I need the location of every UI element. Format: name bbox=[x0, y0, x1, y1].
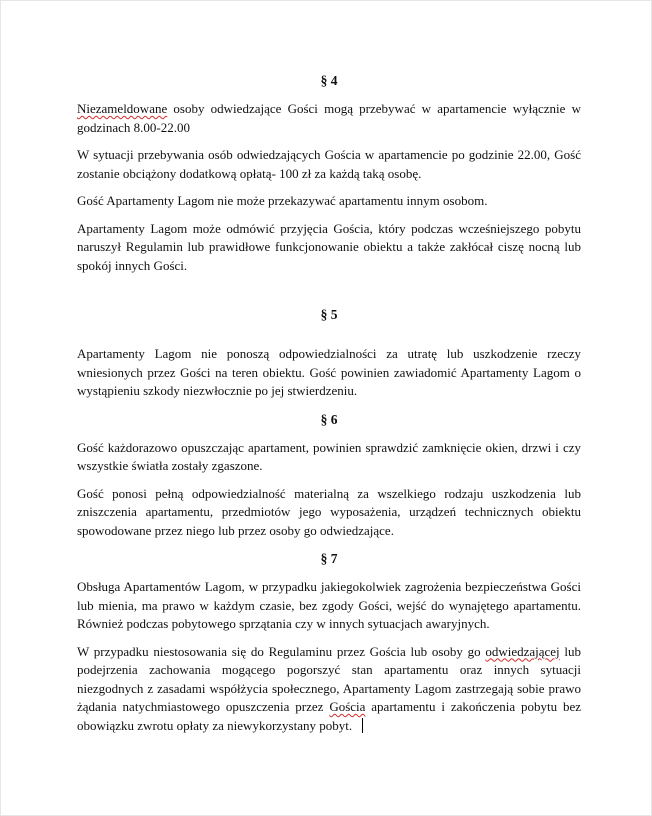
spelling-error-word: odwiedzającej bbox=[485, 643, 560, 659]
spelling-error-word: Niezameldowane bbox=[77, 101, 168, 116]
paragraph-text: lub podejrzenia zachowania mogącego pogorszyć stan apartamentu oraz innych sytuacji niezgodnych z zasadami współżycia społecznego, Apartamenty Lagom zastrzegają sobie prawo żądania natychmiastowego opuszczenia przez bbox=[77, 643, 581, 714]
section-7-paragraph-1: Obsługa Apartamentów Lagom, w przypadku jakiegokolwiek zagrożenia bezpieczeństwa Gości lub mienia, ma prawo w każdym czasie, bez zgody Gości, wejść do wynajętego apartamentu. Również podczas pobytowego sprzątania czy w innych sytuacjach awaryjnych. bbox=[77, 579, 581, 631]
section-4-paragraph-4: Apartamenty Lagom może odmówić przyjęcia Gościa, który podczas wcześniejszego pobytu naruszył Regulamin lub prawidłowe funkcjonowanie obiektu a także zakłócał ciszę nocną lub spokój innych Gości. bbox=[77, 220, 581, 273]
section-4-paragraph-1 bbox=[77, 100, 581, 137]
section-7-paragraph-2 bbox=[77, 643, 581, 736]
paragraph-text: osoby odwiedzające Gości mogą przebywać w apartamencie wyłącznie w godzinach 8.00-22.00 bbox=[77, 101, 581, 135]
document-content[interactable] bbox=[77, 71, 581, 744]
section-6-paragraph-1: Gość każdorazowo opuszczając apartament, powinien sprawdzić zamknięcie okien, drzwi i czy wszystkie światła zostały zgaszone. bbox=[77, 439, 581, 473]
spelling-error-word: Gościa bbox=[329, 699, 366, 714]
section-7-heading: § 7 bbox=[320, 551, 338, 566]
section-4-heading: § 4 bbox=[320, 73, 338, 88]
section-6-heading: § 6 bbox=[320, 411, 338, 427]
section-5-paragraph-1: Apartamenty Lagom nie ponoszą odpowiedzialności za utratę lub uszkodzenie rzeczy wniesionych przez Gości na teren obiektu. Gość powinien zawiadomić Apartamenty Lagom o wystąpieniu szkody niezwłocznie po jej stwierdzeniu. bbox=[77, 346, 581, 398]
section-6-paragraph-2: Gość ponosi pełną odpowiedzialność materialną za wszelkiego rodzaju uszkodzenia lub zniszczenia apartamentu, przedmiotów jego wyposażenia, urządzeń technicznych obiektu spowodowane przez niego lub przez osoby go odwiedzające. bbox=[77, 485, 581, 538]
section-4-paragraph-3: Gość Apartamenty Lagom nie może przekazywać apartamentu innym osobom. bbox=[77, 193, 488, 208]
section-5-heading: § 5 bbox=[320, 307, 338, 322]
section-4-paragraph-2: W sytuacji przebywania osób odwiedzających Gościa w apartamencie po godzinie 22.00, Gość zostanie obciążony dodatkową opłatą- 100 zł za każdą taką osobę. bbox=[77, 147, 581, 181]
text-cursor bbox=[362, 718, 363, 733]
paragraph-text: apartamentu i zakończenia pobytu bez obowiązku zwrotu opłaty za niewykorzystany pobyt. bbox=[77, 699, 582, 733]
paragraph-text: W przypadku niestosowania się do Regulaminu przez Gościa lub osoby go bbox=[77, 643, 486, 659]
